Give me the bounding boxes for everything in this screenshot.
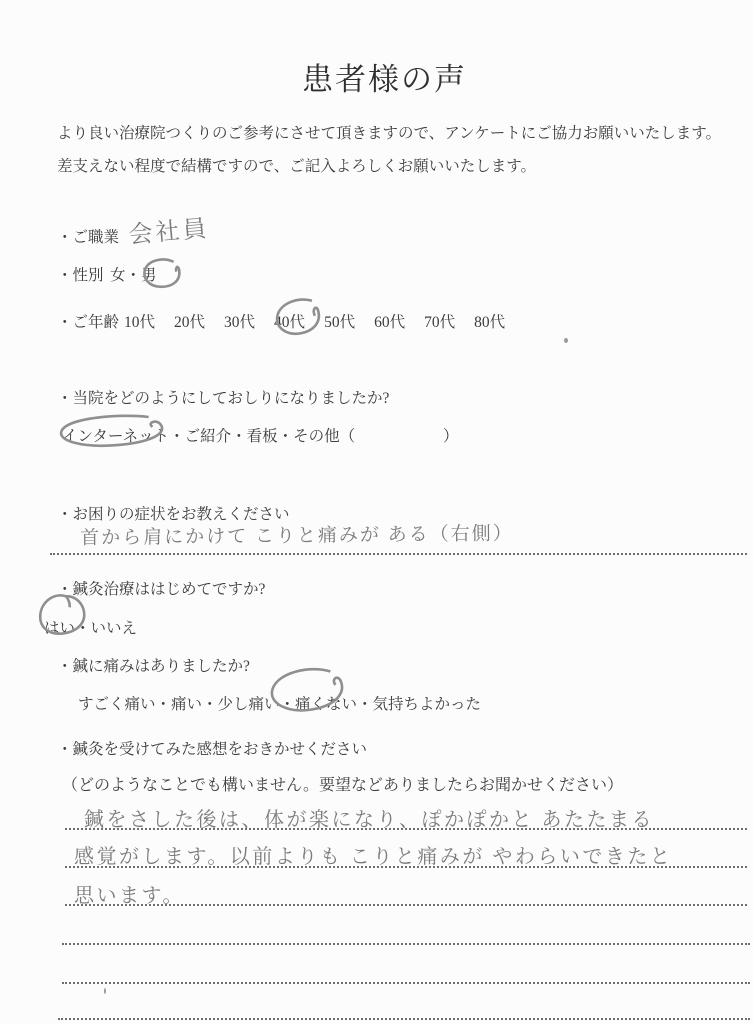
answer-dotted-line-3 xyxy=(65,904,747,906)
gender-option-female: 女・ xyxy=(110,267,142,284)
selection-circle-no-pain xyxy=(264,664,349,716)
impressions-note: （どのようなことでも構いません。要望などありましたらお聞かせください） xyxy=(62,777,623,794)
occupation-label: ・ご職業 xyxy=(57,229,120,246)
pain-options-after: ・気持ちよかった xyxy=(357,696,482,713)
age-option-30s: 30代 xyxy=(224,314,256,331)
scan-speck xyxy=(564,338,568,343)
age-option-20s: 20代 xyxy=(174,314,206,331)
gender-option-male: 男 xyxy=(141,267,157,284)
intro-line-1: より良い治療院つくりのご参考にさせて頂きますので、アンケートにご協力お願いいたします。 xyxy=(57,125,722,142)
selection-circle-40s xyxy=(272,296,325,337)
gender-label: ・性別 xyxy=(57,267,104,284)
intro-line-2: 差支えない程度で結構ですので、ご記入よろしくお願いいたします。 xyxy=(57,158,536,175)
age-option-80s: 80代 xyxy=(474,314,506,331)
answer-dotted-line-5 xyxy=(62,982,750,984)
pain-option-no-pain: 痛くない xyxy=(295,696,358,713)
selection-circle-yes xyxy=(35,591,91,638)
selection-circle-male xyxy=(140,256,183,290)
scan-speck-2 xyxy=(104,988,106,994)
feedback-line-1: 鍼をさした後は、体が楽になり、ぽかぽかと あたたまる xyxy=(84,809,654,831)
pain-question: ・鍼に痛みはありましたか? xyxy=(57,658,250,675)
referral-close-paren: ） xyxy=(443,428,459,445)
feedback-line-3: 思います。 xyxy=(74,885,185,907)
answer-dotted-line-2 xyxy=(65,866,747,868)
answer-dotted-line-symptoms xyxy=(50,553,747,555)
age-option-70s: 70代 xyxy=(424,314,456,331)
answer-dotted-line-4 xyxy=(62,943,750,945)
symptoms-answer-handwritten: 首から肩にかけて こりと痛みが ある（右側） xyxy=(80,523,514,549)
impressions-question: ・鍼灸を受けてみた感想をおきかせください xyxy=(57,741,368,758)
answer-dotted-line-1 xyxy=(65,828,747,830)
occupation-answer-handwritten: 会社員 xyxy=(127,216,211,250)
symptoms-question: ・お困りの症状をお教えください xyxy=(57,506,290,523)
referral-option-internet: インターネット xyxy=(62,428,170,445)
selection-circle-internet xyxy=(53,413,170,450)
first-time-option-no: ・いいえ xyxy=(75,620,138,637)
first-time-option-yes: はい xyxy=(44,620,76,637)
age-option-10s: 10代 xyxy=(124,314,156,331)
answer-dotted-line-6 xyxy=(58,1018,750,1020)
age-option-40s: 40代 xyxy=(274,314,306,331)
page-title: 患者様の声 xyxy=(302,62,467,97)
age-option-50s: 50代 xyxy=(324,314,356,331)
age-label: ・ご年齢 xyxy=(57,314,120,331)
first-time-question: ・鍼灸治療ははじめてですか? xyxy=(57,581,266,598)
age-option-60s: 60代 xyxy=(374,314,406,331)
feedback-line-2: 感覚がします。以前よりも こりと痛みが やわらいできたと xyxy=(74,846,673,868)
pain-options-before: すごく痛い・痛い・少し痛い・ xyxy=(78,696,296,713)
referral-question: ・当院をどのようにしておしりになりましたか? xyxy=(57,390,390,407)
referral-options-other: ・ご紹介・看板・その他（ xyxy=(169,428,356,445)
